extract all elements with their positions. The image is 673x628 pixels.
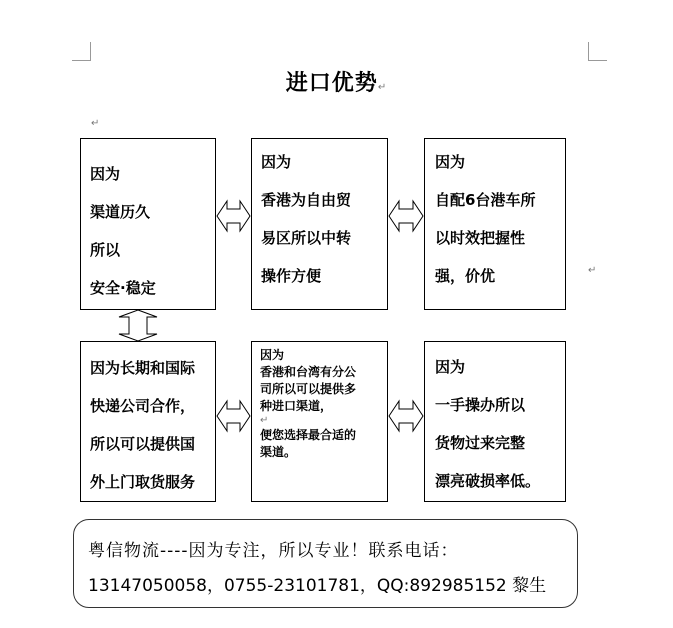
paragraph-mark: ↵ [588,265,597,276]
box-line: 香港和台湾有分公 [260,365,357,379]
box-line: 外上门取货服务 [90,473,196,491]
paragraph-mark: ↵ [377,82,388,93]
advantage-box-4 [80,341,216,502]
double-arrow-icon [216,198,251,234]
box-line: 因为长期和国际 [90,359,196,377]
advantage-box-6 [424,341,566,502]
slogan-line: 粤信物流----因为专注，所以专业！联系电话： [88,541,459,561]
box-line: 一手操办所以 [435,396,526,414]
advantage-box-1 [80,138,216,310]
advantage-box-2 [251,138,388,310]
page-title [0,66,673,97]
box-line: 因为 [435,153,466,171]
box-line: 渠道。 [260,445,297,459]
vertical-double-arrow-icon [116,309,160,342]
contact-box [73,519,578,608]
box-line: 快递公司合作， [90,397,196,415]
box-line: 因为 [260,348,285,362]
contact-line: 13147050058，0755-23101781，QQ:892985152 黎生 [88,576,547,596]
box-line: 所以可以提供国 [90,435,196,453]
title-text: 进口优势 [285,71,378,96]
paragraph-mark: ↵ [260,415,269,426]
box-line: 操作方便 [261,267,322,285]
box-line: 以时效把握性 [435,229,526,247]
double-arrow-icon [388,398,424,434]
double-arrow-icon [216,398,251,434]
box-line: 渠道历久 [90,203,151,221]
box-line: 种进口渠道， [260,399,333,413]
page-corner-top-right [588,42,607,61]
advantage-box-5 [251,341,388,502]
page-corner-top-left [72,42,91,61]
box-line: 强，价优 [435,267,496,285]
box-line: 漂亮破损率低。 [435,472,541,490]
box-line: 货物过来完整 [435,434,526,452]
box-line: 因为 [90,165,121,183]
box-line: 因为 [261,153,292,171]
box-line: 所以 [90,241,121,259]
box-line: 自配6台港车所 [435,191,536,209]
box-line: 便您选择最合适的 [260,428,357,442]
box-line: 因为 [435,358,466,376]
paragraph-mark: ↵ [91,118,100,129]
advantage-box-3 [424,138,566,310]
box-line: 安全·稳定 [90,279,156,297]
box-line: 易区所以中转 [261,229,352,247]
box-line: 司所以可以提供多 [260,382,357,396]
box-line: 香港为自由贸 [261,191,352,209]
double-arrow-icon [388,198,424,234]
